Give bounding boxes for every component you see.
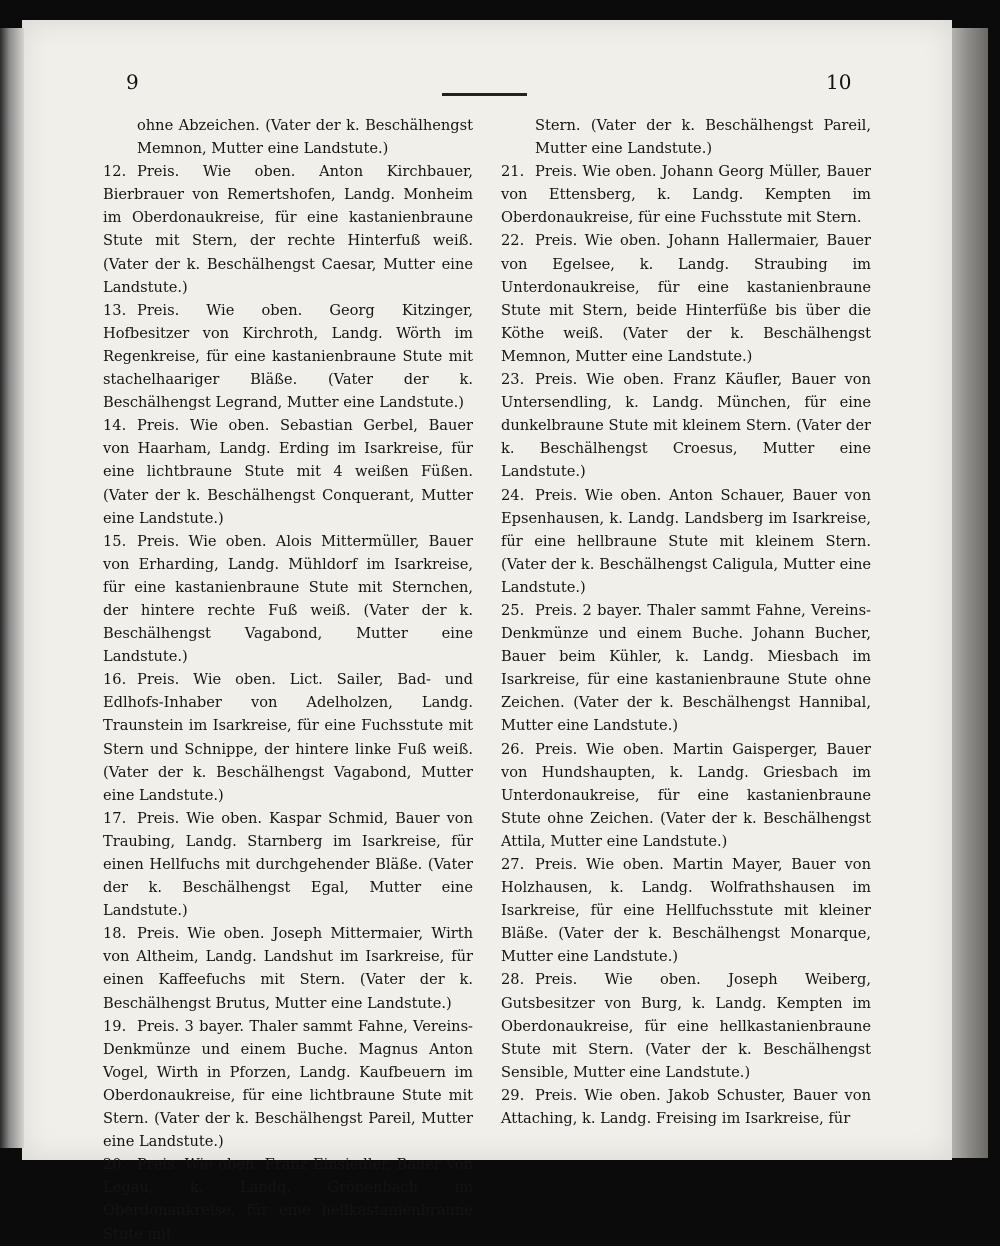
entry-number: 24. — [501, 486, 525, 504]
entry-text: Preis. Wie oben. Franz Einsiedler, Bauer von Legau, k. Landg. Grönenbach im Oberdonaukreise, für eine hellkastanienbraune Stute mit — [103, 1156, 473, 1243]
binding-edge — [0, 28, 24, 1148]
continuation-text: ohne Abzeichen. (Vater der k. Beschälhengst Memnon, Mutter eine Landstute.) — [137, 117, 473, 158]
entry-text: Preis. Wie oben. Anton Schauer, Bauer von Epsenhausen, k. Landg. Landsberg im Isarkreise, für eine hellbraune Stute mit kleinem Stern. (Vater der k. Beschälhengst Caligula, Mutter eine Landstute.) — [501, 486, 871, 596]
entry-text: Preis. Wie oben. Alois Mittermüller, Bauer von Erharding, Landg. Mühldorf im Isarkreise, für eine kastanienbraune Stute mit Sternchen, der hintere rechte Fuß weiß. (Vater der k. Beschälhengst Vagabond, Mutter eine Landstute.) — [103, 532, 473, 666]
entry-number: 15. — [103, 532, 127, 550]
entry-number: 14. — [103, 417, 127, 435]
entry-text: Preis. Wie oben. Martin Mayer, Bauer von Holzhausen, k. Landg. Wolfrathshausen im Isarkreise, für eine Hellfuchsstute mit kleiner Bläße. (Vater der k. Beschälhengst Monarque, Mutter eine Landstute.) — [501, 856, 871, 966]
page-stack-edge — [948, 28, 988, 1158]
entry-text: Preis. Wie oben. Georg Kitzinger, Hofbesitzer von Kirchroth, Landg. Wörth im Regenkreise, für eine kastanienbraune Stute mit stachelhaariger Bläße. (Vater der k. Beschälhengst Legrand, Mutter eine Landstute.) — [103, 301, 473, 412]
entry-number: 16. — [103, 671, 127, 689]
entry-number: 12. — [103, 163, 127, 181]
prize-entry — [103, 299, 473, 414]
prize-entry — [501, 1084, 871, 1130]
prize-entry — [501, 968, 871, 1083]
prize-entry — [501, 484, 871, 599]
prize-entry — [501, 599, 871, 738]
entry-text: Preis. Wie oben. Anton Kirchbauer, Bierbrauer von Remertshofen, Landg. Monheim im Oberdonaukreise, für eine kastanienbraune Stute mit Stern, der rechte Hinterfuß weiß. (Vater der k. Beschälhengst Caesar, Mutter eine Landstute.) — [103, 163, 473, 296]
entry-text: Preis. Wie oben. Kaspar Schmid, Bauer von Traubing, Landg. Starnberg im Isarkreise, für einen Hellfuchs mit durchgehender Bläße. (Vater der k. Beschälhengst Egal, Mutter eine Landstute.) — [103, 809, 473, 920]
entry-number: 20. — [103, 1156, 127, 1174]
prize-entry — [103, 1153, 473, 1245]
entry-number: 21. — [501, 163, 525, 181]
entry-number: 29. — [501, 1086, 525, 1104]
entry-number: 23. — [501, 371, 525, 389]
prize-entry — [103, 414, 473, 529]
entry-text: Preis. Wie oben. Lict. Sailer, Bad- und Edlhofs-Inhaber von Adelholzen, Landg. Traunstein im Isarkreise, für eine Fuchsstute mit Stern und Schnippe, der hintere linke Fuß weiß. (Vater der k. Beschälhengst Vagabond, Mutter eine Landstute.) — [103, 671, 473, 804]
prize-entry — [501, 229, 871, 368]
entry-number: 18. — [103, 925, 127, 943]
entry-number: 25. — [501, 601, 525, 619]
page-number-right: 10 — [826, 70, 852, 94]
entry-number: 19. — [103, 1017, 127, 1035]
entry-number: 17. — [103, 809, 127, 827]
entry-number: 26. — [501, 740, 525, 758]
prize-entry — [103, 668, 473, 807]
entry-text: Preis. Wie oben. Johann Hallermaier, Bauer von Egelsee, k. Landg. Straubing im Unterdonaukreise, für eine kastanienbraune Stute mit Stern, beide Hinterfüße bis über die Köthe weiß. (Vater der k. Beschälhengst Memnon, Mutter eine Landstute.) — [501, 232, 871, 365]
header-rule — [442, 93, 527, 96]
entry-text: Preis. Wie oben. Sebastian Gerbel, Bauer von Haarham, Landg. Erding im Isarkreise, für eine lichtbraune Stute mit 4 weißen Füßen. (Vater der k. Beschälhengst Conquerant, Mutter eine Landstute.) — [103, 417, 473, 527]
entry-text: Preis. Wie oben. Joseph Mittermaier, Wirth von Altheim, Landg. Landshut im Isarkreise, für einen Kaffeefuchs mit Stern. (Vater der k. Beschälhengst Brutus, Mutter eine Landstute.) — [103, 925, 473, 1012]
prize-entry — [103, 1015, 473, 1154]
entry-text: Preis. Wie oben. Martin Gaisperger, Bauer von Hundshaupten, k. Landg. Griesbach im Unterdonaukreise, für eine kastanienbraune Stute ohne Zeichen. (Vater der k. Beschälhengst Attila, Mutter eine Landstute.) — [501, 740, 871, 850]
entry-text: Preis. Wie oben. Johann Georg Müller, Bauer von Ettensberg, k. Landg. Kempten im Oberdonaukreise, für eine Fuchsstute mit Stern. — [501, 163, 871, 227]
entry-text: Preis. Wie oben. Jakob Schuster, Bauer von Attaching, k. Landg. Freising im Isarkreise, für — [501, 1086, 871, 1128]
entry-text: Preis. Wie oben. Joseph Weiberg, Gutsbesitzer von Burg, k. Landg. Kempten im Oberdonaukreise, für eine hellkastanienbraune Stute mit Stern. (Vater der k. Beschälhengst Sensible, Mutter eine Landstute.) — [501, 971, 871, 1081]
entry-text: Preis. Wie oben. Franz Käufler, Bauer von Untersendling, k. Landg. München, für eine dunkelbraune Stute mit kleinem Stern. (Vater der k. Beschälhengst Croesus, Mutter eine Landstute.) — [501, 371, 871, 481]
prize-entry — [501, 368, 871, 483]
entry-number: 13. — [103, 301, 127, 319]
prize-entry — [501, 738, 871, 853]
right-column — [501, 114, 871, 1130]
entry-number: 22. — [501, 232, 525, 250]
prize-entry — [103, 807, 473, 922]
entry-number: 27. — [501, 856, 525, 873]
prize-entry — [103, 922, 473, 1014]
prize-entry — [103, 160, 473, 299]
entry-text: Preis. 2 bayer. Thaler sammt Fahne, Vereins-Denkmünze und einem Buche. Johann Bucher, Bauer beim Kühler, k. Landg. Miesbach im Isarkreise, für eine kastanienbraune Stute ohne Zeichen. (Vater der k. Beschälhengst Hannibal, Mutter eine Landstute.) — [501, 601, 871, 735]
prize-entry — [501, 853, 871, 968]
left-column — [103, 114, 473, 1246]
prize-entry — [103, 530, 473, 669]
continuation-text: Stern. (Vater der k. Beschälhengst Pareil, Mutter eine Landstute.) — [535, 117, 871, 158]
prize-entry — [501, 160, 871, 229]
entry-text: Preis. 3 bayer. Thaler sammt Fahne, Vereins-Denkmünze und einem Buche. Magnus Anton Vogel, Wirth in Pforzen, Landg. Kaufbeuern im Oberdonaukreise, für eine lichtbraune Stute mit Stern. (Vater der k. Beschälhengst Pareil, Mutter eine Landstute.) — [103, 1017, 473, 1151]
entry-number: 28. — [501, 971, 525, 989]
page-number-left: 9 — [126, 70, 139, 94]
